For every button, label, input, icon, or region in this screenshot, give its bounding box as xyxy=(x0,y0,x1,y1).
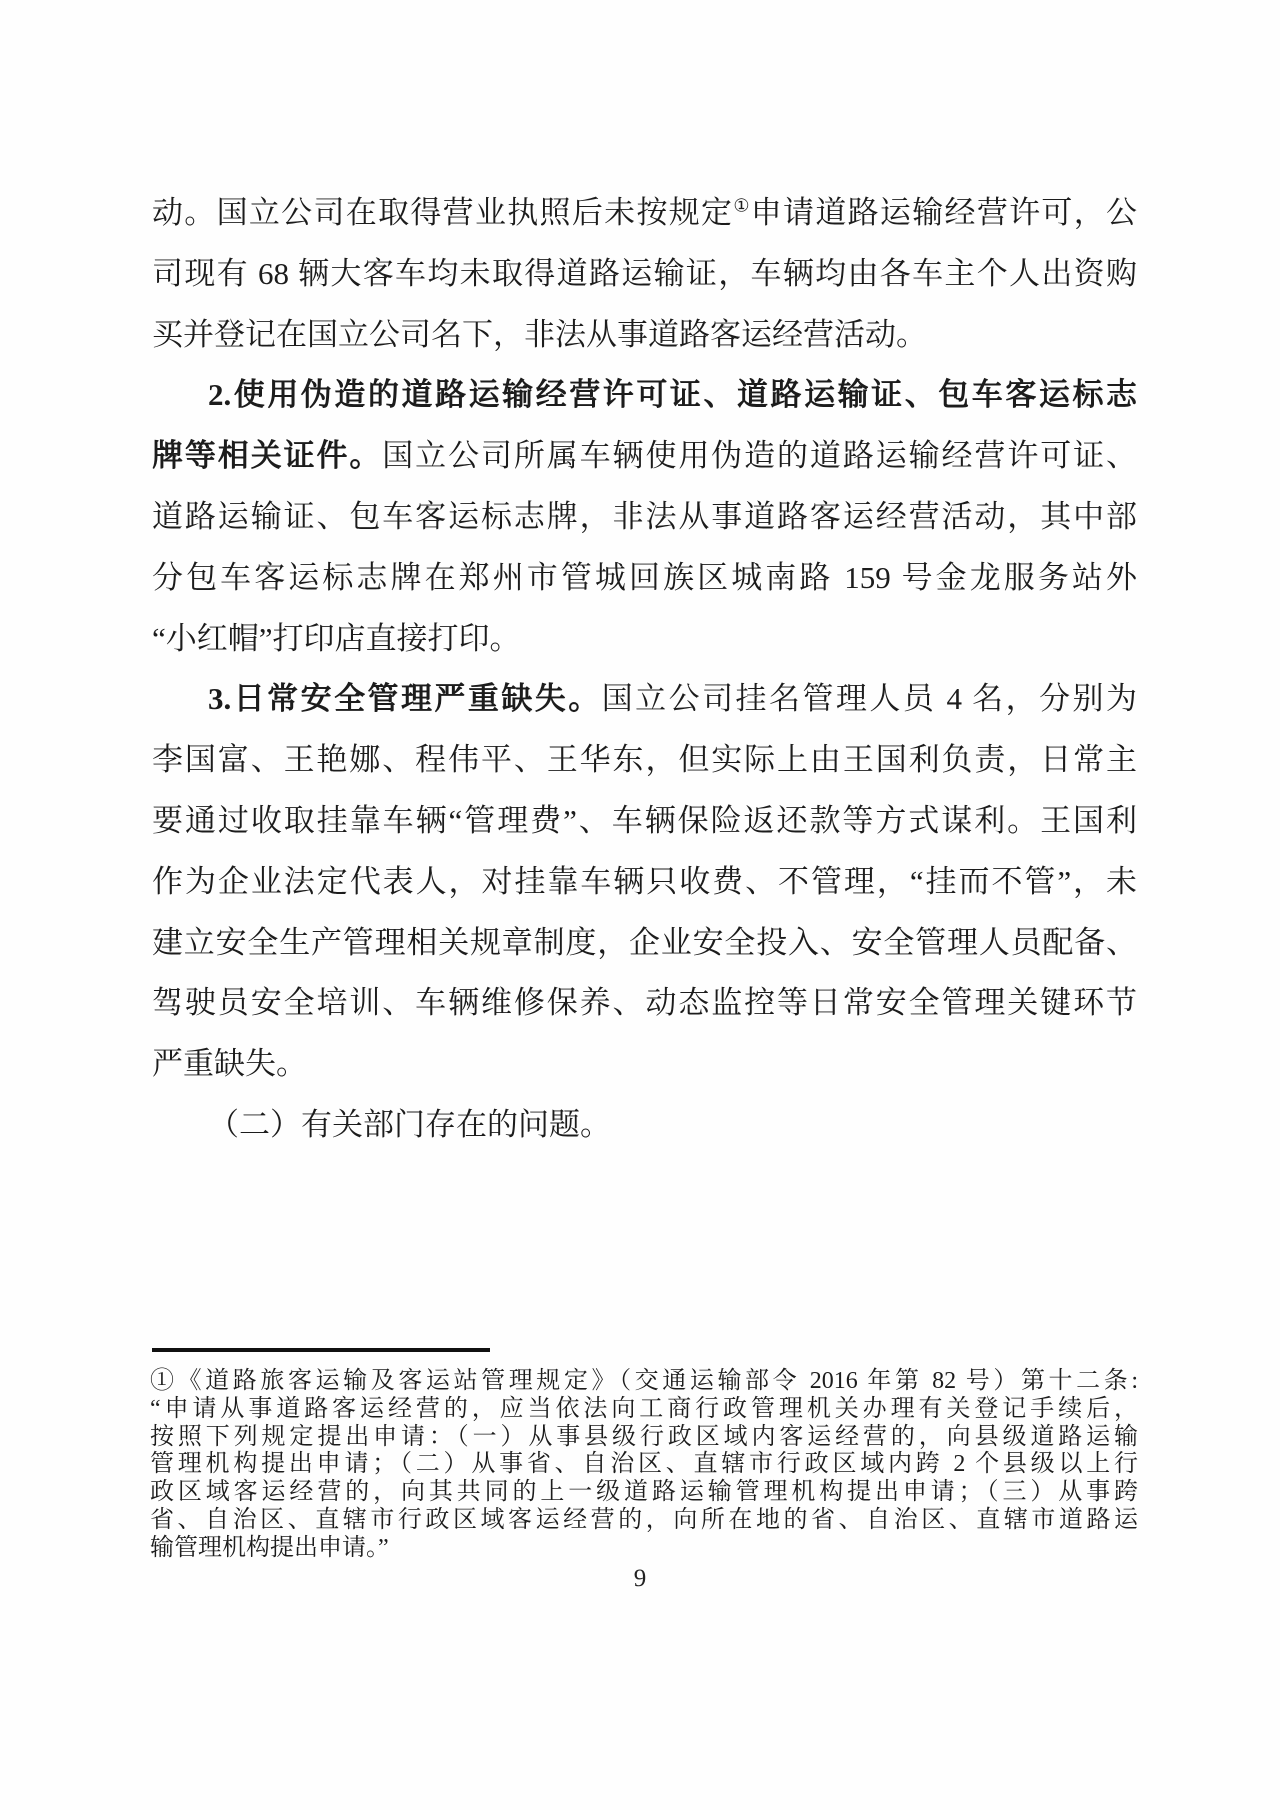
body-line xyxy=(152,1095,1137,1156)
body-text xyxy=(152,183,1137,1156)
text-segment: 分包车客运标志牌在郑州市管城回族区城南路 159 号金龙服务站外 xyxy=(152,559,1137,595)
text-segment: 国立公司所属车辆使用伪造的道路运输经营许可证、 xyxy=(382,438,1138,474)
text-segment: 申请道路运输经营许可，公 xyxy=(750,195,1138,230)
footnote-line: 输管理机构提出申请。” xyxy=(150,1534,389,1561)
body-line xyxy=(152,426,1137,487)
body-line xyxy=(152,730,1137,791)
bold-heading-segment: 2.使用伪造的道路运输经营许可证、道路运输证、包车客运标志 xyxy=(208,377,1137,413)
page-number: 9 xyxy=(633,1565,647,1592)
footnote-separator xyxy=(152,1348,490,1352)
body-line xyxy=(152,305,1137,366)
footnote-line: “申请从事道路客运经营的，应当依法向工商行政管理机关办理有关登记手续后， xyxy=(150,1395,1138,1422)
footnote xyxy=(150,1368,1138,1563)
text-segment: 建立安全生产管理相关规章制度，企业安全投入、安全管理人员配备、 xyxy=(152,924,1137,960)
body-line xyxy=(152,244,1137,305)
bold-heading-segment: 牌等相关证件。 xyxy=(152,438,383,474)
body-line xyxy=(152,973,1137,1034)
body-line xyxy=(152,183,1137,244)
footnote-line: ①《道路旅客运输及客运站管理规定》（交通运输部令 2016 年第 82 号）第十二条: xyxy=(150,1368,1138,1394)
footnote-ref-superscript: ① xyxy=(733,195,751,216)
text-segment: “小红帽”打印店直接打印。 xyxy=(152,620,521,656)
footnote-line: 政区域客运经营的，向其共同的上一级道路运输管理机构提出申请；（三）从事跨 xyxy=(150,1479,1138,1506)
text-segment: 要通过收取挂靠车辆“管理费”、车辆保险返还款等方式谋利。王国利 xyxy=(152,802,1137,838)
text-segment: 买并登记在国立公司名下，非法从事道路客运经营活动。 xyxy=(152,316,927,352)
body-line xyxy=(152,852,1137,913)
text-segment: 李国富、王艳娜、程伟平、王华东，但实际上由王国利负责，日常主 xyxy=(152,742,1137,778)
text-segment: 司现有 68 辆大客车均未取得道路运输证，车辆均由各车主个人出资购 xyxy=(152,255,1137,291)
body-line xyxy=(152,791,1137,852)
text-segment: 动。国立公司在取得营业执照后未按规定 xyxy=(152,195,734,230)
text-segment: 作为企业法定代表人，对挂靠车辆只收费、不管理，“挂而不管”，未 xyxy=(152,863,1137,899)
text-segment: 道路运输证、包车客运标志牌，非法从事道路客运经营活动，其中部 xyxy=(152,498,1137,534)
footnote-line: 省、自治区、直辖市行政区域客运经营的，向所在地的省、自治区、直辖市道路运 xyxy=(150,1506,1138,1533)
bold-heading-segment: 3.日常安全管理严重缺失。 xyxy=(208,681,602,717)
body-line xyxy=(152,669,1137,730)
body-line xyxy=(152,1034,1137,1095)
text-segment: 严重缺失。 xyxy=(152,1046,307,1082)
body-line xyxy=(152,913,1137,974)
body-line xyxy=(152,365,1137,426)
footnote-line: 按照下列规定提出申请：（一）从事县级行政区域内客运经营的，向县级道路运输 xyxy=(150,1423,1138,1450)
body-line xyxy=(152,487,1137,548)
body-line xyxy=(152,609,1137,670)
text-segment: 驾驶员安全培训、车辆维修保养、动态监控等日常安全管理关键环节 xyxy=(152,985,1137,1021)
body-line xyxy=(152,548,1137,609)
text-segment: （二）有关部门存在的问题。 xyxy=(208,1106,611,1142)
footnote-line: 管理机构提出申请；（二）从事省、自治区、直辖市行政区域内跨 2 个县级以上行 xyxy=(150,1451,1138,1478)
text-segment: 国立公司挂名管理人员 4 名，分别为 xyxy=(601,681,1138,717)
